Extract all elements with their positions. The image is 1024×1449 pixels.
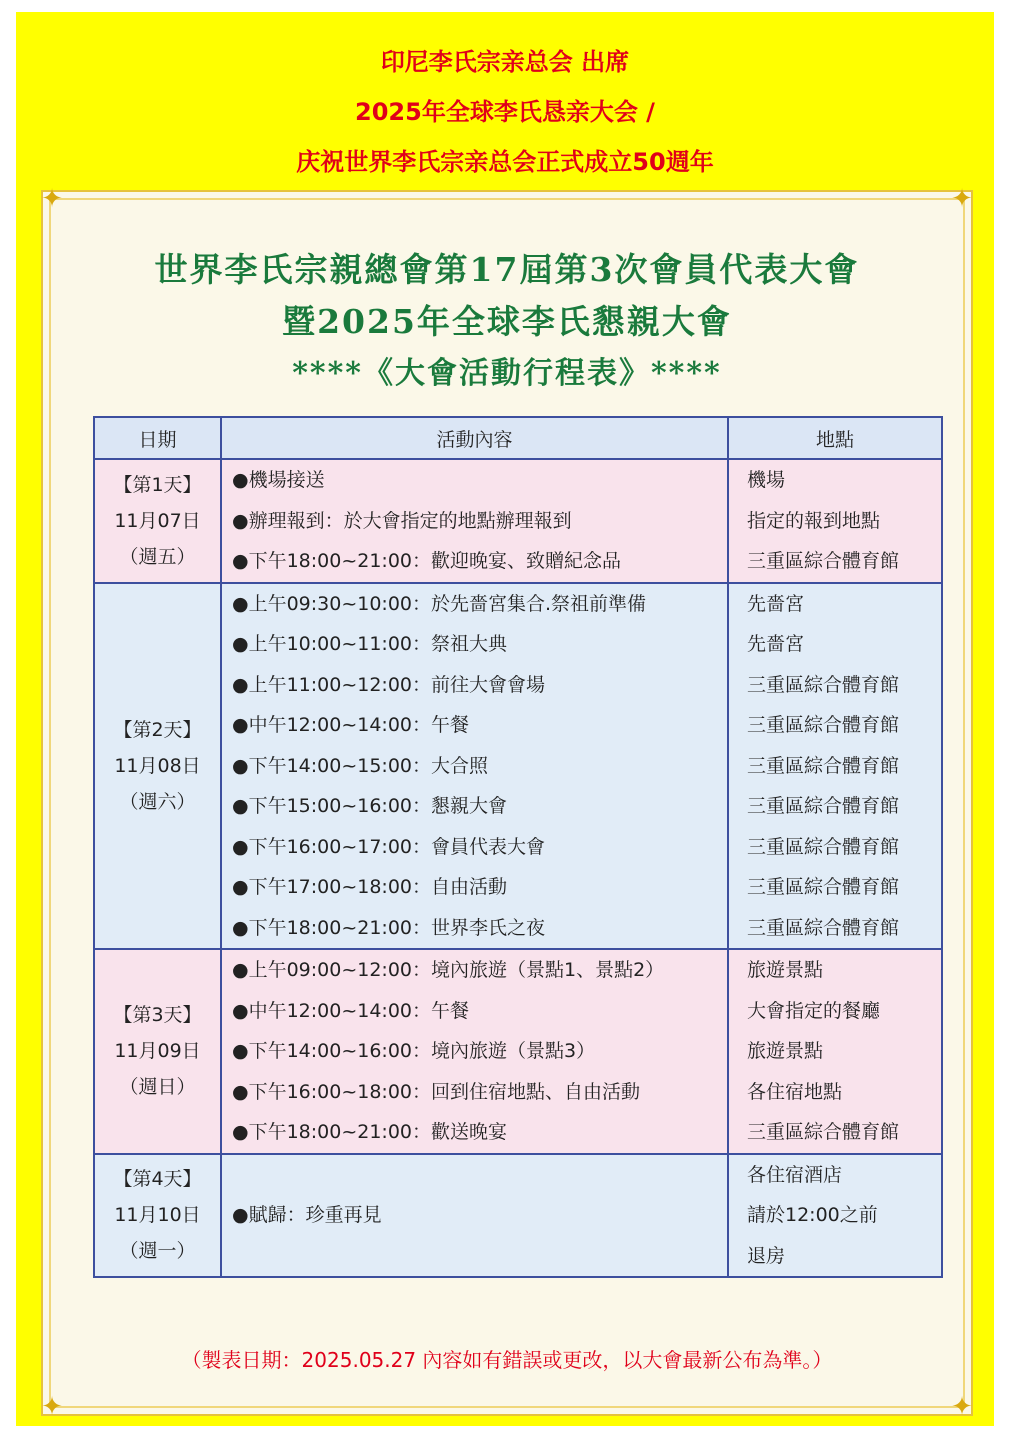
activity-item: ●中午12:00~14:00：午餐 [232,714,470,736]
activity-item [232,1155,727,1196]
activity-item: ●中午12:00~14:00：午餐 [232,999,470,1022]
table-row [94,583,942,950]
location-item: 旅遊景點 [747,959,824,981]
title-block [43,244,971,400]
schedule-body [94,459,942,1277]
header [16,42,994,192]
activity-item [232,1236,727,1277]
day-date: 11月09日 [114,1040,201,1063]
day-weekday: （週一） [119,1240,196,1263]
day-cell [94,949,221,1154]
activity-item: ●下午16:00~17:00：會員代表大會 [232,835,546,858]
activity-item: ●下午18:00~21:00：歡送晚宴 [232,1121,508,1143]
corner-ornament-icon: ✦ [951,184,973,214]
footnote: （製表日期：2025.05.27 內容如有錯誤或更改，以大會最新公布為準。） [181,1348,833,1372]
location-item: 三重區綜合體育館 [747,835,900,858]
header-line-1: 印尼李氏宗亲总会 出席 [380,48,630,76]
day-label: 【第4天】 [113,1168,202,1191]
activity-cell [221,583,728,950]
day-weekday: （週五） [119,545,196,568]
day-weekday: （週日） [119,1076,196,1099]
activity-item: ●機場接送 [232,469,325,491]
location-item: 退房 [747,1244,786,1267]
location-item: 三重區綜合體育館 [747,714,900,736]
location-item: 三重區綜合體育館 [747,876,900,898]
title-line-2: 暨2025年全球李氏懇親大會 [282,302,732,341]
location-item: 機場 [747,469,786,491]
location-item: 三重區綜合體育館 [747,795,900,817]
poster [16,12,994,1426]
location-item: 三重區綜合體育館 [747,1121,900,1143]
header-line-3: 庆祝世界李氏宗亲总会正式成立50週年 [296,148,714,176]
activity-item: ●賦歸：珍重再見 [232,1204,382,1226]
activity-cell [221,1154,728,1278]
corner-ornament-icon: ✦ [41,1392,63,1422]
column-header-activity: 活動內容 [221,417,728,459]
day-weekday: （週六） [119,790,196,813]
corner-ornament-icon: ✦ [41,184,63,214]
location-item: 先嗇宮 [747,592,805,615]
location-item: 三重區綜合體育館 [747,673,900,696]
day-cell [94,1154,221,1278]
activity-item: ●下午18:00~21:00：歡迎晚宴、致贈紀念品 [232,550,622,572]
title-line-1: 世界李氏宗親總會第17屆第3次會員代表大會 [154,250,860,289]
activity-item: ●上午09:00~12:00：境內旅遊（景點1、景點2） [232,959,665,981]
location-item: 各住宿酒店 [747,1163,843,1186]
location-item: 旅遊景點 [747,1040,824,1062]
day-cell [94,583,221,950]
location-item: 三重區綜合體育館 [747,916,900,939]
corner-ornament-icon: ✦ [951,1392,973,1422]
activity-item: ●上午11:00~12:00：前往大會會場 [232,673,546,696]
day-date: 11月08日 [114,754,201,777]
schedule-panel [41,184,973,1422]
location-item: 請於12:00之前 [747,1204,878,1226]
table-row [94,949,942,1154]
location-cell [728,459,942,583]
day-cell [94,459,221,583]
table-header-row [94,417,942,459]
location-item: 指定的報到地點 [747,509,881,532]
day-date: 11月10日 [114,1204,201,1227]
activity-item: ●下午16:00~18:00：回到住宿地點、自由活動 [232,1080,641,1103]
header-line-2: 2025年全球李氏恳亲大会 / [355,98,655,126]
activity-item: ●辦理報到：於大會指定的地點辦理報到 [232,509,572,532]
day-label: 【第1天】 [113,473,202,496]
table-row [94,1154,942,1278]
location-item: 大會指定的餐廳 [747,999,881,1022]
location-cell [728,1154,942,1278]
location-item: 三重區綜合體育館 [747,550,900,572]
table-row [94,459,942,583]
activity-item: ●下午15:00~16:00：懇親大會 [232,795,508,817]
title-line-3: ****《大會活動行程表》**** [292,356,722,391]
column-header-location: 地點 [728,417,942,459]
activity-cell [221,949,728,1154]
column-header-date: 日期 [94,417,221,459]
location-cell [728,583,942,950]
schedule-table [93,416,943,1278]
activity-item: ●下午17:00~18:00：自由活動 [232,876,508,898]
location-item: 三重區綜合體育館 [747,754,900,777]
location-item: 先嗇宮 [747,633,805,655]
activity-item: ●下午14:00~16:00：境內旅遊（景點3） [232,1040,596,1062]
activity-item: ●上午10:00~11:00：祭祖大典 [232,633,508,655]
day-label: 【第2天】 [113,718,202,741]
activity-item: ●上午09:30~10:00：於先嗇宮集合.祭祖前準備 [232,592,647,615]
location-cell [728,949,942,1154]
activity-item: ●下午14:00~15:00：大合照 [232,754,489,777]
location-item: 各住宿地點 [747,1080,843,1103]
activity-item: ●下午18:00~21:00：世界李氏之夜 [232,916,546,939]
day-date: 11月07日 [114,509,201,532]
day-label: 【第3天】 [113,1004,202,1027]
activity-cell [221,459,728,583]
